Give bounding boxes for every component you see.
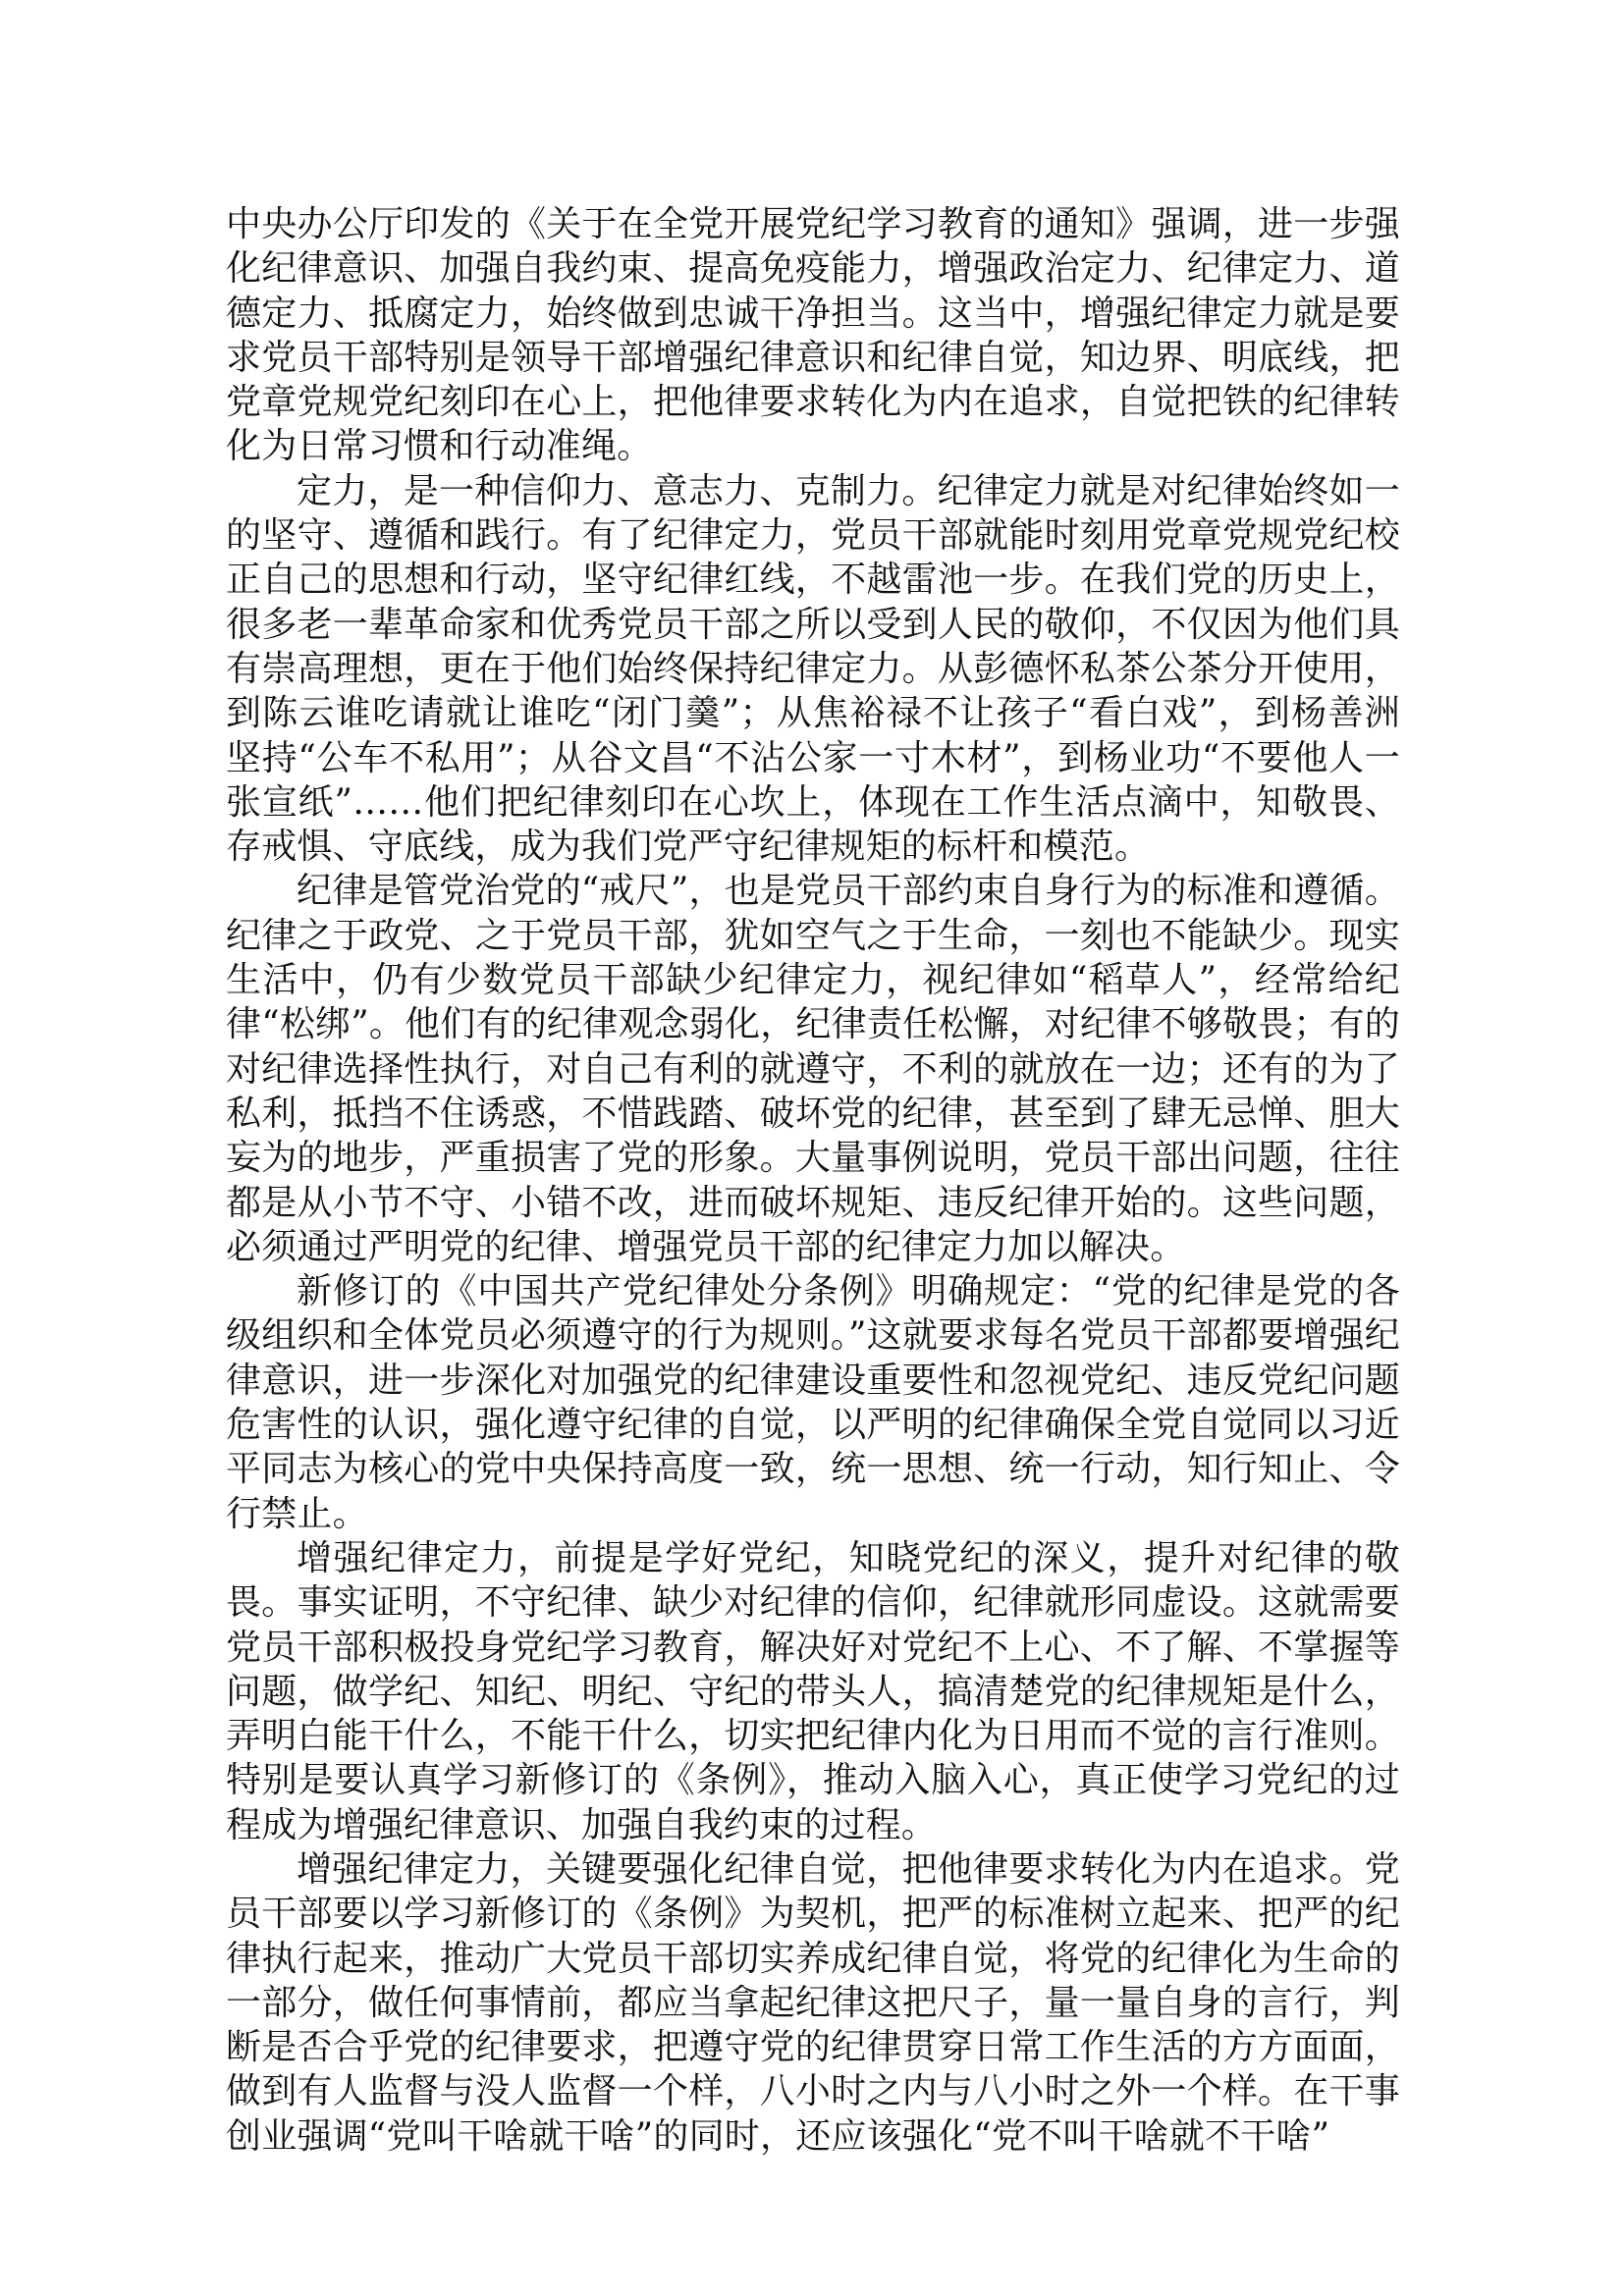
paragraph-2: 定力，是一种信仰力、意志力、克制力。纪律定力就是对纪律始终如一的坚守、遵循和践行。有了纪律定力，党员干部就能时刻用党章党规党纪校正自己的思想和行动，坚守纪律红线，不越雷池一步。在我们党的历史上，很多老一辈革命家和优秀党员干部之所以受到人民的敬仰，不仅因为他们具有崇高理想，更在于他们始终保持纪律定力。从彭德怀私茶公茶分开使用，到陈云谁吃请就让谁吃“闭门羹”；从焦裕禄不让孩子“看白戏”，到杨善洲坚持“公车不私用”；从谷文昌“不沾公家一寸木材”，到杨业功“不要他人一张宣纸”……他们把纪律刻印在心坎上，体现在工作生活点滴中，知敬畏、存戒惧、守底线，成为我们党严守纪律规矩的标杆和模范。 [226,470,1400,868]
paragraph-5: 增强纪律定力，前提是学好党纪，知晓党纪的深义，提升对纪律的敬畏。事实证明，不守纪律、缺少对纪律的信仰，纪律就形同虚设。这就需要党员干部积极投身党纪学习教育，解决好对党纪不上心、不了解、不掌握等问题，做学纪、知纪、明纪、守纪的带头人，搞清楚党的纪律规矩是什么，弄明白能干什么，不能干什么，切实把纪律内化为日用而不觉的言行准则。特别是要认真学习新修订的《条例》，推动入脑入心，真正使学习党纪的过程成为增强纪律意识、加强自我约束的过程。 [226,1537,1400,1845]
paragraph-6: 增强纪律定力，关键要强化纪律自觉，把他律要求转化为内在追求。党员干部要以学习新修订的《条例》为契机，把严的标准树立起来、把严的纪律执行起来，推动广大党员干部切实养成纪律自觉，将党的纪律化为生命的一部分，做任何事情前，都应当拿起纪律这把尺子，量一量自身的言行，判断是否合乎党的纪律要求，把遵守党的纪律贯穿日常工作生活的方方面面，做到有人监督与没人监督一个样，八小时之内与八小时之外一个样。在干事创业强调“党叫干啥就干啥”的同时，还应该强化“党不叫干啥就不干啥” [226,1848,1400,2157]
paragraph-1: 中央办公厅印发的《关于在全党开展党纪学习教育的通知》强调，进一步强化纪律意识、加强自我约束、提高免疫能力，增强政治定力、纪律定力、道德定力、抵腐定力，始终做到忠诚干净担当。这当中，增强纪律定力就是要求党员干部特别是领导干部增强纪律意识和纪律自觉，知边界、明底线，把党章党规党纪刻印在心上，把他律要求转化为内在追求，自觉把铁的纪律转化为日常习惯和行动准绳。 [226,204,1400,467]
document-page [226,202,1400,2224]
paragraph-4: 新修订的《中国共产党纪律处分条例》明确规定：“党的纪律是党的各级组织和全体党员必须遵守的行为规则。”这就要求每名党员干部都要增强纪律意识，进一步深化对加强党的纪律建设重要性和忽视党纪、违反党纪问题危害性的认识，强化遵守纪律的自觉，以严明的纪律确保全党自觉同以习近平同志为核心的党中央保持高度一致，统一思想、统一行动，知行知止、令行禁止。 [226,1271,1400,1534]
paragraph-3: 纪律是管党治党的“戒尺”，也是党员干部约束自身行为的标准和遵循。纪律之于政党、之于党员干部，犹如空气之于生命，一刻也不能缺少。现实生活中，仍有少数党员干部缺少纪律定力，视纪律如“稻草人”，经常给纪律“松绑”。他们有的纪律观念弱化，纪律责任松懈，对纪律不够敬畏；有的对纪律选择性执行，对自己有利的就遵守，不利的就放在一边；还有的为了私利，抵挡不住诱惑，不惜践踏、破坏党的纪律，甚至到了肆无忌惮、胆大妄为的地步，严重损害了党的形象。大量事例说明，党员干部出问题，往往都是从小节不守、小错不改，进而破坏规矩、违反纪律开始的。这些问题，必须通过严明党的纪律、增强党员干部的纪律定力加以解决。 [226,871,1400,1267]
